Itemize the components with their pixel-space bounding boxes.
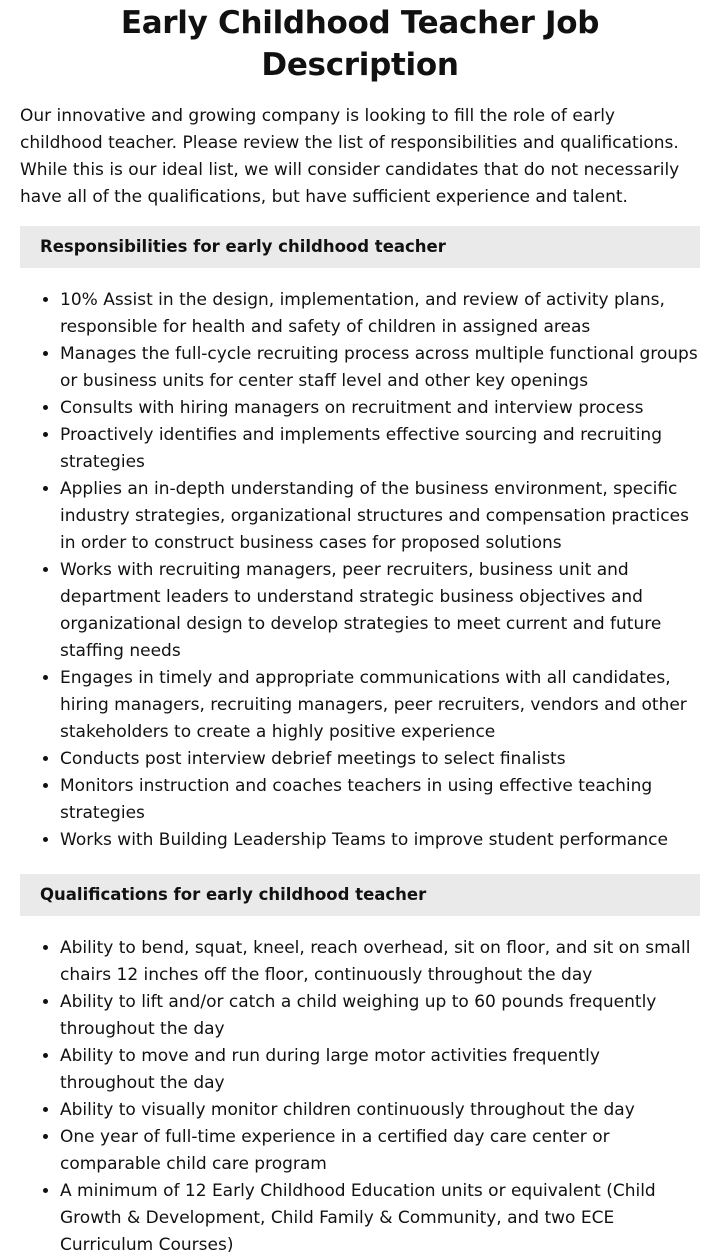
responsibility-item: • 10% Assist in the design, implementation, and review of activity plans, responsible for health and safety of children in assigned areas <box>60 287 700 341</box>
responsibility-item: • Monitors instruction and coaches teachers in using effective teaching strategies <box>60 773 700 827</box>
qualification-item: • Ability to visually monitor children continuously throughout the day <box>60 1097 700 1124</box>
responsibility-item: • Manages the full-cycle recruiting process across multiple functional groups or business units for center staff level and other key openings <box>60 341 700 395</box>
responsibility-item: • Consults with hiring managers on recruitment and interview process <box>60 395 700 422</box>
qualifications-heading: Qualifications for early childhood teacher <box>20 874 700 916</box>
responsibility-item: • Works with Building Leadership Teams to improve student performance <box>60 827 700 854</box>
responsibility-item: • Proactively identifies and implements effective sourcing and recruiting strategies <box>60 422 700 476</box>
intro-paragraph: Our innovative and growing company is looking to fill the role of early childhood teacher. Please review the list of responsibilities and qualifications. While this is our ideal list, we will consider candidates that do not necessarily have all of the qualifications, but have sufficient experience and talent. <box>20 106 680 207</box>
qualification-item: • Ability to lift and/or catch a child weighing up to 60 pounds frequently throughout the day <box>60 989 700 1043</box>
page-title: Early Childhood Teacher Job Description <box>120 5 600 83</box>
qualification-item: • Ability to bend, squat, kneel, reach overhead, sit on floor, and sit on small chairs 12 inches off the floor, continuously throughout the day <box>60 935 700 989</box>
qualification-item: • Ability to move and run during large motor activities frequently throughout the day <box>60 1043 700 1097</box>
responsibilities-heading: Responsibilities for early childhood teacher <box>20 226 700 268</box>
responsibility-item: • Works with recruiting managers, peer recruiters, business unit and department leaders to understand strategic business objectives and organizational design to develop strategies to meet current and future staffing needs <box>60 557 700 665</box>
qualifications-list <box>20 935 700 1259</box>
responsibility-item: • Conducts post interview debrief meetings to select finalists <box>60 746 700 773</box>
responsibilities-list <box>20 287 700 854</box>
qualification-item: • One year of full-time experience in a certified day care center or comparable child care program <box>60 1124 700 1178</box>
qualification-item: • A minimum of 12 Early Childhood Education units or equivalent (Child Growth & Development, Child Family & Community, and two ECE Curriculum Courses) <box>60 1178 700 1259</box>
responsibility-item: • Engages in timely and appropriate communications with all candidates, hiring managers, recruiting managers, peer recruiters, vendors and other stakeholders to create a highly positive experience <box>60 665 700 746</box>
responsibility-item: • Applies an in-depth understanding of the business environment, specific industry strategies, organizational structures and compensation practices in order to construct business cases for proposed solutions <box>60 476 700 557</box>
